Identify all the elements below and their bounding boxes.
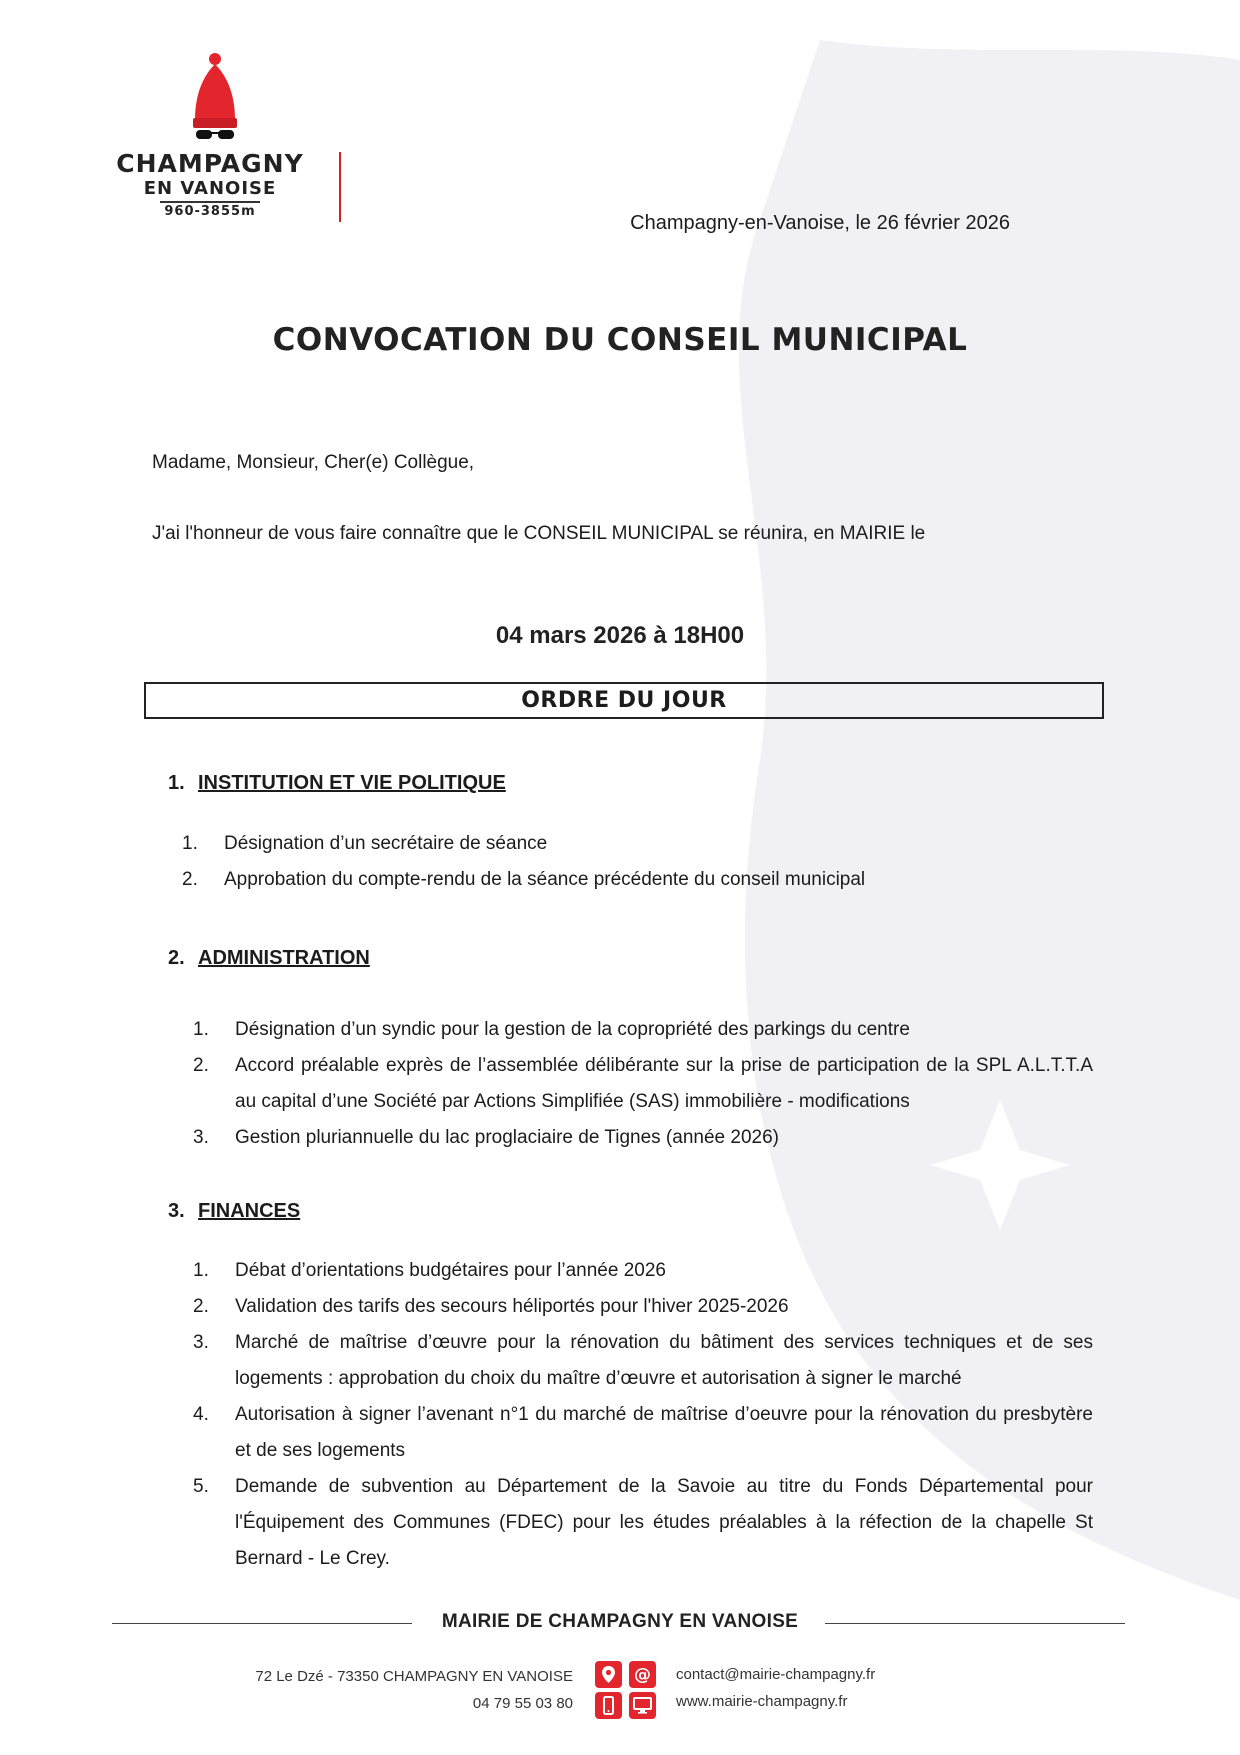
agenda-item	[193, 1289, 1093, 1325]
agenda-item-text: Désignation d’un syndic pour la gestion de la copropriété des parkings du centre	[235, 1019, 910, 1040]
agenda-item-text: Demande de subvention au Département de la Savoie au titre du Fonds Départemental pour l'Équipement des Communes (FDEC) pour les études préalables à la réfection de la chapelle St Bernard - Le Crey.	[235, 1476, 1093, 1569]
footer-website[interactable]: www.mairie-champagny.fr	[676, 1693, 848, 1710]
agenda-item-number: 5.	[193, 1476, 209, 1497]
agenda-item-number: 1.	[182, 833, 198, 854]
logo-name: CHAMPAGNY	[116, 149, 304, 178]
agenda-item	[193, 1469, 1093, 1577]
agenda-item	[193, 1012, 1093, 1048]
agenda-item	[193, 1397, 1093, 1469]
logo-altitude: 960-3855m	[164, 204, 256, 219]
agenda-item-text: Marché de maîtrise d’œuvre pour la rénovation du bâtiment des services techniques et de ses logements : approbation du choix du maître d’œuvre et autorisation à signer le marché	[235, 1332, 1093, 1389]
agenda-item-text: Validation des tarifs des secours héliportés pour l'hiver 2025-2026	[235, 1296, 789, 1317]
agenda-item-number: 3.	[193, 1127, 209, 1148]
agenda-item-number: 4.	[193, 1404, 209, 1425]
agenda-item-text: Débat d’orientations budgétaires pour l’année 2026	[235, 1260, 666, 1281]
agenda-item	[182, 862, 1062, 898]
section-title	[168, 947, 370, 970]
svg-text:@: @	[634, 1665, 651, 1685]
agenda-item	[193, 1325, 1093, 1397]
page-title: CONVOCATION DU CONSEIL MUNICIPAL	[272, 322, 968, 358]
agenda-item	[182, 826, 1062, 862]
agenda-item	[193, 1253, 1093, 1289]
agenda-item-text: Gestion pluriannuelle du lac proglaciaire de Tignes (année 2026)	[235, 1127, 779, 1148]
footer-address: 72 Le Dzé - 73350 CHAMPAGNY EN VANOISE	[255, 1668, 573, 1685]
logo-subname: EN VANOISE	[143, 178, 277, 199]
footer-title: MAIRIE DE CHAMPAGNY EN VANOISE	[441, 1611, 799, 1632]
agenda-item-text: Approbation du compte-rendu de la séance précédente du conseil municipal	[224, 869, 866, 890]
location-pin-icon	[595, 1661, 622, 1688]
agenda-item-number: 2.	[182, 869, 198, 890]
section-number: 1.	[168, 772, 185, 794]
agenda-item-number: 1.	[193, 1019, 209, 1040]
agenda-item-number: 3.	[193, 1332, 209, 1353]
red-beanie-sunglasses-mascot-icon	[185, 52, 245, 142]
desktop-monitor-icon	[629, 1692, 656, 1719]
agenda-item	[193, 1048, 1093, 1120]
agenda-title-box	[144, 682, 1104, 719]
section-number: 2.	[168, 947, 185, 969]
agenda-item	[193, 1120, 1093, 1156]
champagny-logo	[100, 52, 340, 232]
agenda-item-text: Désignation d’un secrétaire de séance	[224, 833, 548, 854]
agenda-item-text: Accord préalable exprès de l’assemblée délibérante sur la prise de participation de la SPL A.L.T.T.A au capital d’une Société par Actions Simplifiée (SAS) immobilière - modifications	[235, 1055, 1093, 1112]
section-label: ADMINISTRATION	[198, 947, 370, 969]
mobile-phone-icon	[595, 1692, 622, 1719]
agenda-item-number: 2.	[193, 1296, 209, 1317]
section-title	[168, 1200, 300, 1223]
agenda-item-number: 1.	[193, 1260, 209, 1281]
section-title	[168, 772, 506, 795]
logo-red-bar	[339, 152, 341, 222]
footer-phone: 04 79 55 03 80	[472, 1695, 573, 1712]
salutation: Madame, Monsieur, Cher(e) Collègue,	[152, 452, 475, 473]
agenda-item-number: 2.	[193, 1055, 209, 1076]
agenda-item-text: Autorisation à signer l’avenant n°1 du marché de maîtrise d’oeuvre pour la rénovation du presbytère et de ses logements	[235, 1404, 1093, 1461]
agenda-title: ORDRE DU JOUR	[521, 688, 727, 713]
intro-text: J'ai l'honneur de vous faire connaître que le CONSEIL MUNICIPAL se réunira, en MAIRIE le	[152, 523, 926, 544]
section-label: INSTITUTION ET VIE POLITIQUE	[198, 772, 506, 794]
logo-divider	[160, 201, 260, 203]
at-sign-icon	[629, 1661, 656, 1688]
footer-email[interactable]: contact@mairie-champagny.fr	[676, 1666, 876, 1683]
meeting-date: 04 mars 2026 à 18H00	[495, 622, 745, 649]
date-line: Champagny-en-Vanoise, le 26 février 2026	[630, 212, 1010, 234]
section-label: FINANCES	[198, 1200, 301, 1222]
section-number: 3.	[168, 1200, 185, 1222]
